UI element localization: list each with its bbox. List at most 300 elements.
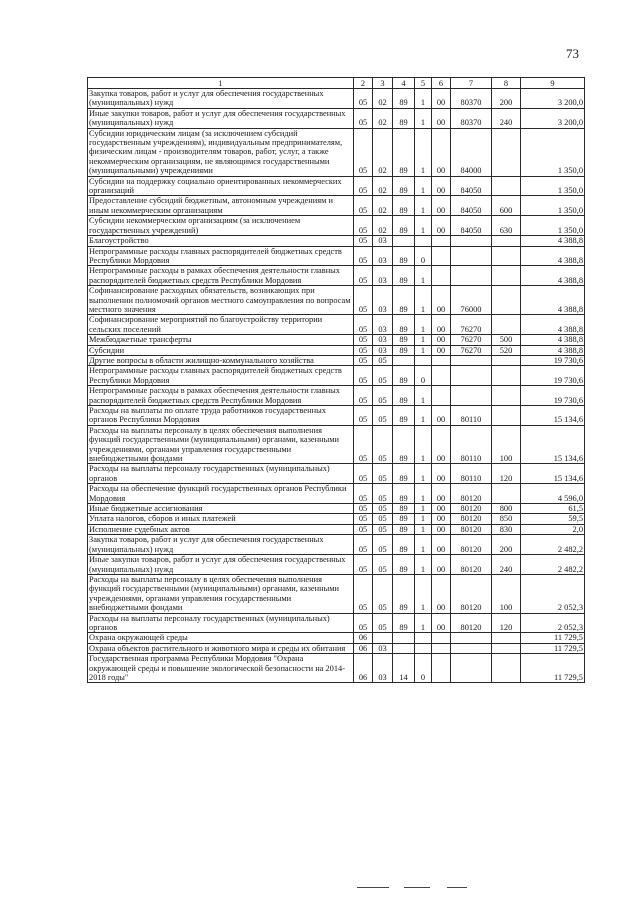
row-code-subsection: 03 — [373, 266, 393, 286]
row-description: Расходы на выплаты персоналу государственных (муниципальных) органов — [88, 464, 354, 484]
row-code-direction: 80370 — [451, 108, 492, 128]
row-description: Непрограммные расходы в рамках обеспечения деятельности главных распорядителей бюджетных средств Республики Мордовия — [88, 386, 354, 406]
row-code-expense-type — [492, 315, 521, 335]
row-code-section: 05 — [354, 216, 373, 236]
row-description: Охрана окружающей среды — [88, 633, 354, 643]
row-code-program: 89 — [393, 286, 415, 315]
row-amount: 4 388,8 — [521, 335, 585, 345]
row-code-group: 00 — [432, 425, 451, 464]
row-code-expense-type — [492, 176, 521, 196]
row-code-subprogram: 1 — [415, 524, 432, 534]
row-code-subsection — [373, 633, 393, 643]
row-code-subsection: 05 — [373, 366, 393, 386]
table-row — [88, 643, 585, 653]
row-code-direction: 76270 — [451, 315, 492, 335]
row-code-subsection: 05 — [373, 574, 393, 613]
row-amount: 4 388,8 — [521, 345, 585, 355]
table-row — [88, 216, 585, 236]
row-amount: 11 729,5 — [521, 643, 585, 653]
row-code-section: 05 — [354, 128, 373, 176]
row-amount: 1 350,0 — [521, 176, 585, 196]
row-code-subsection: 05 — [373, 425, 393, 464]
row-code-subprogram: 1 — [415, 574, 432, 613]
row-code-section: 05 — [354, 196, 373, 216]
row-code-expense-type: 100 — [492, 574, 521, 613]
row-code-section: 06 — [354, 643, 373, 653]
row-code-subsection: 05 — [373, 535, 393, 555]
row-code-group: 00 — [432, 524, 451, 534]
row-code-expense-type: 800 — [492, 504, 521, 514]
row-code-subsection: 03 — [373, 236, 393, 246]
table-row — [88, 266, 585, 286]
row-description: Софинансирование мероприятий по благоустройству территории сельских поселений — [88, 315, 354, 335]
row-code-subsection: 03 — [373, 246, 393, 266]
row-description: Субсидии на поддержку социально ориентированных некоммерческих организаций — [88, 176, 354, 196]
row-code-group: 00 — [432, 504, 451, 514]
row-code-section: 05 — [354, 613, 373, 633]
row-code-section: 05 — [354, 176, 373, 196]
table-body — [88, 89, 585, 683]
row-code-expense-type — [492, 266, 521, 286]
row-code-group: 00 — [432, 406, 451, 426]
row-code-group — [432, 386, 451, 406]
table-row — [88, 613, 585, 633]
row-code-subsection: 02 — [373, 176, 393, 196]
row-amount: 19 730,6 — [521, 355, 585, 365]
row-code-direction: 80120 — [451, 535, 492, 555]
row-amount: 1 350,0 — [521, 128, 585, 176]
row-amount: 3 200,0 — [521, 89, 585, 109]
row-description: Государственная программа Республики Мордовия "Охрана окружающей среды и повышение экологической безопасности на 2014-2018 годы" — [88, 654, 354, 683]
row-description: Иные закупки товаров, работ и услуг для обеспечения государственных (муниципальных) нужд — [88, 108, 354, 128]
row-amount: 4 388,8 — [521, 266, 585, 286]
row-code-subprogram: 1 — [415, 216, 432, 236]
row-code-program: 89 — [393, 89, 415, 109]
row-amount: 15 134,6 — [521, 406, 585, 426]
row-description: Закупка товаров, работ и услуг для обеспечения государственных (муниципальных) нужд — [88, 535, 354, 555]
row-code-subprogram: 1 — [415, 266, 432, 286]
row-code-section: 05 — [354, 335, 373, 345]
row-description: Непрограммные расходы главных распорядителей бюджетных средств Республики Мордовия — [88, 366, 354, 386]
row-code-section: 05 — [354, 266, 373, 286]
row-code-subsection: 03 — [373, 335, 393, 345]
row-code-direction — [451, 236, 492, 246]
row-code-subprogram: 1 — [415, 176, 432, 196]
row-code-direction — [451, 266, 492, 286]
row-code-section: 05 — [354, 574, 373, 613]
row-code-program: 89 — [393, 574, 415, 613]
row-code-subsection: 03 — [373, 643, 393, 653]
row-code-group — [432, 643, 451, 653]
footer-line — [404, 887, 430, 888]
column-header: 4 — [393, 78, 415, 89]
row-amount: 61,5 — [521, 504, 585, 514]
row-code-group — [432, 266, 451, 286]
row-amount: 19 730,6 — [521, 366, 585, 386]
row-code-program: 89 — [393, 108, 415, 128]
table-row — [88, 555, 585, 575]
row-code-direction: 80120 — [451, 514, 492, 524]
row-code-subsection: 05 — [373, 613, 393, 633]
row-code-subprogram: 1 — [415, 286, 432, 315]
table-row — [88, 355, 585, 365]
row-amount: 11 729,5 — [521, 633, 585, 643]
row-code-expense-type: 500 — [492, 335, 521, 345]
row-code-subsection: 05 — [373, 464, 393, 484]
row-code-section: 05 — [354, 555, 373, 575]
row-code-section: 05 — [354, 406, 373, 426]
row-code-group: 00 — [432, 535, 451, 555]
table-row — [88, 89, 585, 109]
table-row — [88, 335, 585, 345]
row-description: Предоставление субсидий бюджетным, автономным учреждениям и иным некоммерческим организациям — [88, 196, 354, 216]
row-code-subprogram: 1 — [415, 89, 432, 109]
row-amount: 4 388,8 — [521, 246, 585, 266]
table-row — [88, 176, 585, 196]
row-code-group: 00 — [432, 196, 451, 216]
row-code-group: 00 — [432, 315, 451, 335]
row-code-program: 89 — [393, 464, 415, 484]
row-code-direction: 80120 — [451, 574, 492, 613]
row-code-group: 00 — [432, 108, 451, 128]
row-code-program: 89 — [393, 524, 415, 534]
row-code-direction — [451, 246, 492, 266]
row-description: Расходы на выплаты персоналу государственных (муниципальных) органов — [88, 613, 354, 633]
row-code-program: 89 — [393, 613, 415, 633]
row-code-expense-type: 240 — [492, 555, 521, 575]
row-code-expense-type — [492, 286, 521, 315]
row-code-group: 00 — [432, 555, 451, 575]
row-code-direction: 80120 — [451, 484, 492, 504]
row-amount: 2 482,2 — [521, 555, 585, 575]
row-code-expense-type: 120 — [492, 464, 521, 484]
table-row — [88, 514, 585, 524]
table-row — [88, 406, 585, 426]
row-code-expense-type: 830 — [492, 524, 521, 534]
row-description: Исполнение судебных актов — [88, 524, 354, 534]
row-code-subsection: 03 — [373, 345, 393, 355]
table-row — [88, 524, 585, 534]
row-code-direction: 80120 — [451, 613, 492, 633]
table-row — [88, 504, 585, 514]
row-code-section: 05 — [354, 366, 373, 386]
row-code-section: 05 — [354, 355, 373, 365]
row-code-expense-type — [492, 366, 521, 386]
row-code-group — [432, 246, 451, 266]
row-code-program: 89 — [393, 176, 415, 196]
row-code-subprogram — [415, 236, 432, 246]
row-code-program: 89 — [393, 504, 415, 514]
row-code-section: 05 — [354, 246, 373, 266]
table-row — [88, 633, 585, 643]
row-code-subprogram — [415, 633, 432, 643]
table-row — [88, 535, 585, 555]
row-code-program: 14 — [393, 654, 415, 683]
row-code-direction: 84050 — [451, 216, 492, 236]
row-description: Другие вопросы в области жилищно-коммунального хозяйства — [88, 355, 354, 365]
row-code-section: 05 — [354, 89, 373, 109]
row-code-expense-type — [492, 406, 521, 426]
row-code-expense-type — [492, 654, 521, 683]
row-amount: 1 350,0 — [521, 196, 585, 216]
row-amount: 4 596,0 — [521, 484, 585, 504]
row-code-subsection: 03 — [373, 286, 393, 315]
row-code-direction — [451, 633, 492, 643]
row-code-section: 05 — [354, 524, 373, 534]
row-description: Закупка товаров, работ и услуг для обеспечения государственных (муниципальных) нужд — [88, 89, 354, 109]
row-amount: 4 388,8 — [521, 236, 585, 246]
column-header: 9 — [521, 78, 585, 89]
row-code-program: 89 — [393, 315, 415, 335]
row-code-section: 05 — [354, 386, 373, 406]
row-code-subprogram — [415, 643, 432, 653]
column-header: 6 — [432, 78, 451, 89]
table-row — [88, 386, 585, 406]
row-code-direction: 80370 — [451, 89, 492, 109]
row-code-expense-type — [492, 643, 521, 653]
row-amount: 4 388,8 — [521, 286, 585, 315]
row-code-section: 05 — [354, 108, 373, 128]
table-row — [88, 315, 585, 335]
table-row — [88, 464, 585, 484]
row-code-subsection: 02 — [373, 108, 393, 128]
row-code-group: 00 — [432, 345, 451, 355]
row-description: Иные бюджетные ассигнования — [88, 504, 354, 514]
row-code-program: 89 — [393, 386, 415, 406]
row-code-direction: 80120 — [451, 504, 492, 514]
table-row — [88, 654, 585, 683]
row-code-section: 06 — [354, 654, 373, 683]
row-code-section: 05 — [354, 535, 373, 555]
row-code-expense-type: 200 — [492, 89, 521, 109]
row-code-subprogram: 1 — [415, 425, 432, 464]
row-description: Расходы на выплаты персоналу в целях обеспечения выполнения функций государственными (муниципальными) органами, казенными учреждениями, органами управления государственными внебюджетными фондами — [88, 574, 354, 613]
row-code-program: 89 — [393, 266, 415, 286]
row-code-subprogram: 1 — [415, 128, 432, 176]
row-amount: 2,0 — [521, 524, 585, 534]
table-row — [88, 425, 585, 464]
row-code-expense-type: 850 — [492, 514, 521, 524]
row-code-direction: 76270 — [451, 335, 492, 345]
row-code-subsection: 02 — [373, 196, 393, 216]
row-description: Софинансирование расходных обязательств, возникающих при выполнении полномочий органов местного самоуправления по вопросам местного значения — [88, 286, 354, 315]
row-code-direction: 80110 — [451, 425, 492, 464]
table-row — [88, 286, 585, 315]
table-row — [88, 128, 585, 176]
row-description: Субсидии юридическим лицам (за исключением субсидий государственным учреждениям), индивидуальным предпринимателям, физическим лицам - производителям товаров, работ, услуг, а также некоммерческим организациям, не являющимся государственными (муниципальными) учреждениями — [88, 128, 354, 176]
row-code-group: 00 — [432, 89, 451, 109]
row-code-subprogram: 1 — [415, 345, 432, 355]
row-code-program: 89 — [393, 196, 415, 216]
row-code-direction: 84050 — [451, 176, 492, 196]
table-row — [88, 246, 585, 266]
table-row — [88, 366, 585, 386]
table-row — [88, 108, 585, 128]
row-amount: 4 388,8 — [521, 315, 585, 335]
row-code-subsection: 05 — [373, 355, 393, 365]
row-code-subprogram: 1 — [415, 315, 432, 335]
row-code-subprogram: 0 — [415, 654, 432, 683]
row-amount: 59,5 — [521, 514, 585, 524]
row-code-program: 89 — [393, 535, 415, 555]
row-code-program: 89 — [393, 128, 415, 176]
row-code-group: 00 — [432, 286, 451, 315]
row-code-group — [432, 236, 451, 246]
row-code-subprogram: 1 — [415, 335, 432, 345]
row-code-subprogram: 1 — [415, 108, 432, 128]
row-code-group: 00 — [432, 176, 451, 196]
column-header: 7 — [451, 78, 492, 89]
row-description: Субсидии некоммерческим организациям (за исключением государственных учреждений) — [88, 216, 354, 236]
row-code-program: 89 — [393, 246, 415, 266]
row-description: Охрана объектов растительного и животного мира и среды их обитания — [88, 643, 354, 653]
row-code-program — [393, 643, 415, 653]
row-code-program — [393, 236, 415, 246]
row-code-program: 89 — [393, 335, 415, 345]
column-header: 3 — [373, 78, 393, 89]
row-code-group — [432, 355, 451, 365]
row-code-program: 89 — [393, 216, 415, 236]
row-description: Субсидии — [88, 345, 354, 355]
row-code-subprogram: 1 — [415, 464, 432, 484]
column-header: 8 — [492, 78, 521, 89]
row-code-section: 05 — [354, 345, 373, 355]
row-amount: 1 350,0 — [521, 216, 585, 236]
row-code-direction: 80110 — [451, 406, 492, 426]
row-code-group: 00 — [432, 613, 451, 633]
row-code-subsection: 03 — [373, 654, 393, 683]
row-code-direction: 80110 — [451, 464, 492, 484]
row-code-subprogram: 1 — [415, 613, 432, 633]
row-code-program: 89 — [393, 406, 415, 426]
row-code-expense-type: 100 — [492, 425, 521, 464]
table-row — [88, 345, 585, 355]
row-code-subprogram: 0 — [415, 246, 432, 266]
row-code-direction: 76270 — [451, 345, 492, 355]
row-code-section: 05 — [354, 286, 373, 315]
row-code-expense-type — [492, 246, 521, 266]
row-code-expense-type: 600 — [492, 196, 521, 216]
row-code-section: 06 — [354, 633, 373, 643]
budget-table — [87, 77, 585, 683]
row-code-subsection: 05 — [373, 406, 393, 426]
row-code-group — [432, 654, 451, 683]
row-code-expense-type — [492, 236, 521, 246]
row-code-direction — [451, 355, 492, 365]
row-code-group: 00 — [432, 335, 451, 345]
row-description: Расходы на выплаты по оплате труда работников государственных органов Республики Мордовия — [88, 406, 354, 426]
row-code-expense-type: 200 — [492, 535, 521, 555]
row-code-subsection: 05 — [373, 514, 393, 524]
row-code-subprogram: 1 — [415, 514, 432, 524]
row-code-section: 05 — [354, 504, 373, 514]
row-code-group — [432, 633, 451, 643]
row-amount: 19 730,6 — [521, 386, 585, 406]
row-code-expense-type — [492, 386, 521, 406]
row-code-section: 05 — [354, 236, 373, 246]
row-code-direction — [451, 654, 492, 683]
row-code-expense-type: 240 — [492, 108, 521, 128]
table-row — [88, 574, 585, 613]
row-code-program: 89 — [393, 366, 415, 386]
row-description: Расходы на обеспечение функций государственных органов Республики Мордовия — [88, 484, 354, 504]
page-number: 73 — [566, 46, 579, 61]
row-description: Расходы на выплаты персоналу в целях обеспечения выполнения функций государственными (муниципальными) органами, казенными учреждениями, органами управления государственными внебюджетными фондами — [88, 425, 354, 464]
row-code-subsection: 05 — [373, 484, 393, 504]
row-code-expense-type — [492, 484, 521, 504]
row-amount: 15 134,6 — [521, 464, 585, 484]
row-code-subprogram: 1 — [415, 196, 432, 216]
row-code-expense-type — [492, 633, 521, 643]
row-description: Иные закупки товаров, работ и услуг для обеспечения государственных (муниципальных) нужд — [88, 555, 354, 575]
row-code-section: 05 — [354, 464, 373, 484]
row-code-direction — [451, 643, 492, 653]
row-code-subprogram: 1 — [415, 504, 432, 514]
row-code-section: 05 — [354, 425, 373, 464]
row-code-program: 89 — [393, 484, 415, 504]
row-code-group: 00 — [432, 514, 451, 524]
row-amount: 2 052,3 — [521, 613, 585, 633]
row-code-direction: 76000 — [451, 286, 492, 315]
row-code-direction: 80120 — [451, 555, 492, 575]
row-code-direction: 84000 — [451, 128, 492, 176]
row-code-subprogram — [415, 355, 432, 365]
row-code-group: 00 — [432, 464, 451, 484]
row-code-program — [393, 633, 415, 643]
column-header: 1 — [88, 78, 354, 89]
row-description: Благоустройство — [88, 236, 354, 246]
row-code-expense-type — [492, 128, 521, 176]
row-description: Непрограммные расходы главных распорядителей бюджетных средств Республики Мордовия — [88, 246, 354, 266]
footer-line — [357, 887, 389, 888]
row-code-section: 05 — [354, 484, 373, 504]
row-code-subsection: 05 — [373, 524, 393, 534]
row-code-subprogram: 1 — [415, 484, 432, 504]
row-code-section: 05 — [354, 315, 373, 335]
row-code-program: 89 — [393, 555, 415, 575]
row-code-group: 00 — [432, 574, 451, 613]
table-row — [88, 236, 585, 246]
row-code-program: 89 — [393, 514, 415, 524]
column-header: 5 — [415, 78, 432, 89]
column-header: 2 — [354, 78, 373, 89]
row-code-subprogram: 1 — [415, 406, 432, 426]
row-code-expense-type: 630 — [492, 216, 521, 236]
row-amount: 15 134,6 — [521, 425, 585, 464]
row-code-group — [432, 366, 451, 386]
row-code-expense-type: 520 — [492, 345, 521, 355]
row-code-subsection: 05 — [373, 555, 393, 575]
row-code-subsection: 05 — [373, 504, 393, 514]
row-code-direction — [451, 386, 492, 406]
row-code-direction: 80120 — [451, 524, 492, 534]
footer-line — [447, 887, 467, 888]
row-code-expense-type — [492, 355, 521, 365]
table-row — [88, 484, 585, 504]
row-code-program — [393, 355, 415, 365]
row-amount: 3 200,0 — [521, 108, 585, 128]
row-code-subsection: 03 — [373, 315, 393, 335]
row-code-program: 89 — [393, 425, 415, 464]
row-code-subsection: 02 — [373, 216, 393, 236]
row-code-subsection: 02 — [373, 128, 393, 176]
row-code-direction — [451, 366, 492, 386]
row-amount: 2 482,2 — [521, 535, 585, 555]
row-code-program: 89 — [393, 345, 415, 355]
row-amount: 11 729,5 — [521, 654, 585, 683]
row-code-subprogram: 0 — [415, 366, 432, 386]
row-description: Непрограммные расходы в рамках обеспечения деятельности главных распорядителей бюджетных средств Республики Мордовия — [88, 266, 354, 286]
